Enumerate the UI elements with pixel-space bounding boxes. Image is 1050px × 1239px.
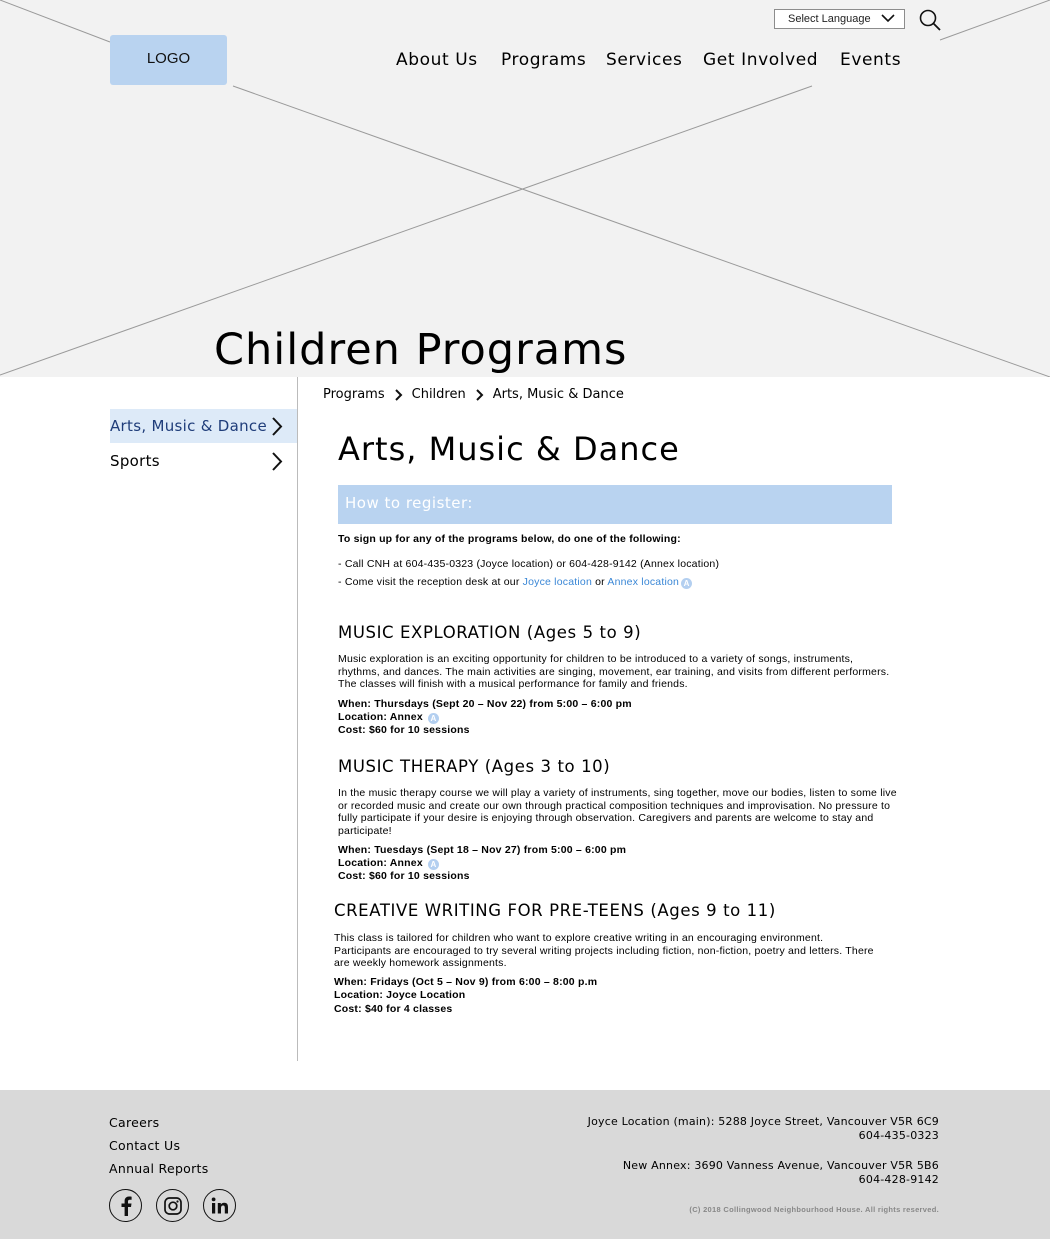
chevron-right-icon [271,452,283,471]
section-cost: Cost: $60 for 10 sessions [338,870,470,882]
breadcrumb-programs[interactable]: Programs [323,387,385,402]
footer-link-contact-us[interactable]: Contact Us [109,1138,181,1153]
register-heading: How to register: [338,485,892,524]
main-nav [396,50,900,70]
copyright: (C) 2018 Collingwood Neighbourhood House. All rights reserved. [689,1205,939,1214]
nav-programs[interactable]: Programs [501,50,587,70]
language-select-label: Select Language [788,13,871,25]
or-text: or [591,576,608,588]
facebook-glyph-icon [119,1196,133,1216]
joyce-address [588,1115,939,1143]
map-pin-icon[interactable]: A [428,713,439,724]
search-icon[interactable] [918,8,942,32]
nav-get-involved[interactable]: Get Involved [703,50,819,70]
joyce-address-text: Joyce Location (main): 5288 Joyce Street, Vancouver V5R 6C9 [587,1115,939,1128]
joyce-location-link[interactable]: Joyce location [522,576,592,588]
section-description: This class is tailored for children who want to explore creative writing in an encouraging environment. Participants are encouraged to try several writing projects including fiction, non-fiction, poetry and letters. There are weekly homework assignments. [334,932,874,970]
chevron-right-icon [476,389,484,401]
section-title: MUSIC THERAPY (Ages 3 to 10) [338,757,611,776]
logo[interactable]: LOGO [110,35,227,85]
map-pin-icon[interactable]: A [428,859,439,870]
chevron-right-icon [271,417,283,436]
sidebar-item-label: Sports [110,452,160,470]
nav-events[interactable]: Events [840,50,902,70]
hero-banner [0,0,1050,377]
register-visit [338,576,692,589]
annex-location-link[interactable]: Annex location [607,576,680,588]
sidebar-divider [297,377,298,1061]
sidebar-item-sports[interactable] [110,444,297,478]
section-location-text: Location: Annex [338,711,423,723]
linkedin-icon[interactable] [203,1189,236,1222]
breadcrumb-children[interactable]: Children [411,387,466,402]
breadcrumb [323,387,624,402]
content-heading: Arts, Music & Dance [338,430,680,468]
facebook-icon[interactable] [109,1189,142,1222]
map-pin-icon[interactable]: A [681,578,692,589]
nav-about-us[interactable]: About Us [396,50,478,70]
linkedin-glyph-icon [211,1197,229,1214]
instagram-glyph-icon [164,1197,182,1215]
footer-link-annual-reports[interactable]: Annual Reports [109,1161,209,1176]
footer-link-careers[interactable]: Careers [109,1115,160,1130]
sidebar-item-label: Arts, Music & Dance [110,417,267,435]
footer [0,1090,1050,1239]
annex-phone: 604-428-9142 [858,1173,939,1186]
section-description: Music exploration is an exciting opportunity for children to be introduced to a variety of songs, instruments, rhythms, and dances. The main activities are singing, movement, ear training, and visits from different performers. The classes will finish with a musical performance for family and friends. [338,653,890,691]
sidebar-item-arts-music-dance[interactable] [110,409,297,443]
instagram-icon[interactable] [156,1189,189,1222]
section-description: In the music therapy course we will play a variety of instruments, sing together, move our bodies, listen to some live or recorded music and create our own through practical composition techniques and improvisation. No pressure to fully participate if your desire is enjoying through observation. Caregivers and parents are welcome to stay and participate! [338,787,897,837]
section-location-text: Location: Annex [338,857,423,869]
section-cost: Cost: $40 for 4 classes [334,1003,453,1015]
section-when: When: Fridays (Oct 5 – Nov 9) from 6:00 – 8:00 p.m [334,976,598,988]
breadcrumb-current: Arts, Music & Dance [492,387,624,402]
section-location: Location: Joyce Location [334,989,466,1001]
register-visit-text: - Come visit the reception desk at our [338,576,523,588]
nav-services[interactable]: Services [606,50,683,70]
annex-address-text: New Annex: 3690 Vanness Avenue, Vancouver V5R 5B6 [622,1159,939,1172]
annex-address [623,1159,939,1187]
section-when: When: Thursdays (Sept 20 – Nov 22) from 5:00 – 6:00 pm [338,698,632,710]
page-title: Children Programs [214,325,628,375]
joyce-phone: 604-435-0323 [858,1129,939,1142]
section-location [338,711,439,724]
section-cost: Cost: $60 for 10 sessions [338,724,470,736]
language-select[interactable] [774,9,905,29]
chevron-right-icon [395,389,403,401]
section-title: MUSIC EXPLORATION (Ages 5 to 9) [338,623,642,642]
register-call: - Call CNH at 604-435-0323 (Joyce location) or 604-428-9142 (Annex location) [338,558,720,570]
chevron-down-icon [881,13,895,23]
section-location [338,857,439,870]
register-intro: To sign up for any of the programs below, do one of the following: [338,533,681,545]
section-when: When: Tuesdays (Sept 18 – Nov 27) from 5:00 – 6:00 pm [338,844,627,856]
section-title: CREATIVE WRITING FOR PRE-TEENS (Ages 9 to 11) [334,901,776,920]
